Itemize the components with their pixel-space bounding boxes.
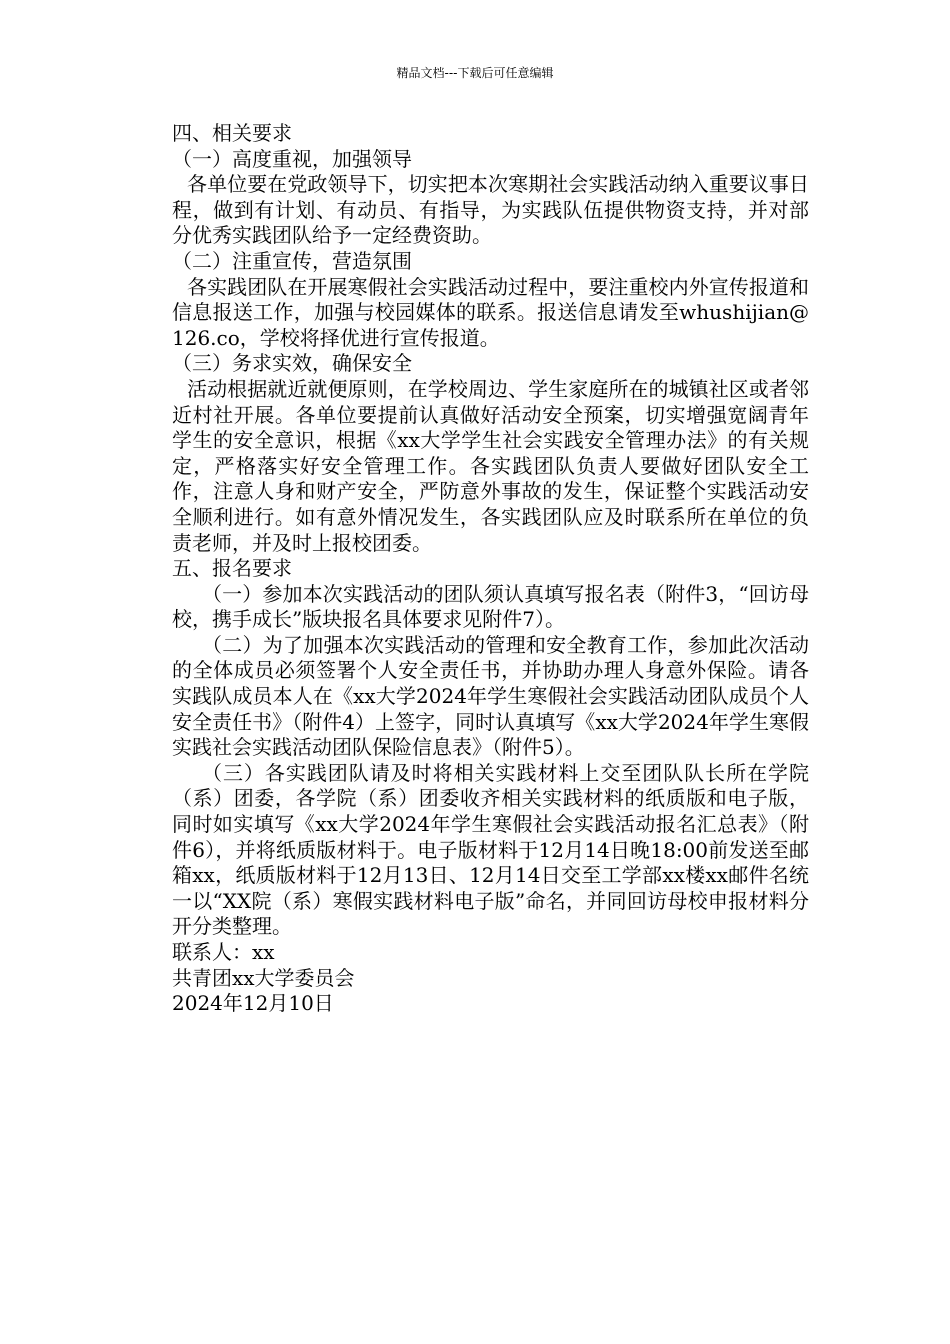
requirement-1: （一）参加本次实践活动的团队须认真填写报名表（附件3，“回访母校，携手成长”版块报名具体要求见附件7）。 xyxy=(172,581,809,632)
section-4-title: 四、相关要求 xyxy=(172,121,292,145)
section-5-title: 五、报名要求 xyxy=(172,556,292,581)
requirement-2: （二）为了加强本次实践活动的管理和安全教育工作，参加此次活动的全体成员必须签署个人安全责任书，并协助办理人身意外保险。请各实践队成员本人在《xx大学2024年学生寒假社会实践活动团队成员个人安全责任书》（附件4）上签字，同时认真填写《xx大学2024年学生寒假实践社会实践活动团队保险信息表》（附件5）。 xyxy=(172,632,809,760)
subsection-2-title: （二）注重宣传，营造氛围 xyxy=(172,248,412,273)
page-header: 精品文档---下载后可任意编辑 xyxy=(396,66,554,80)
subsection-2-text: 各实践团队在开展寒假社会实践活动过程中，要注重校内外宣传报道和信息报送工作，加强与校园媒体的联系。报送信息请发至whushijian@126.co，学校将择优进行宣传报道。 xyxy=(172,274,809,350)
subsection-1-title: （一）高度重视，加强领导 xyxy=(172,146,412,171)
document-body xyxy=(172,121,809,1017)
contact-person: 联系人：xx xyxy=(172,940,275,964)
issuing-organization: 共青团xx大学委员会 xyxy=(172,965,355,990)
subsection-3-text: 活动根据就近就便原则，在学校周边、学生家庭所在的城镇社区或者邻近村社开展。各单位要提前认真做好活动安全预案，切实增强宽阔青年学生的安全意识，根据《xx大学学生社会实践安全管理办法》的有关规定，严格落实好安全管理工作。各实践团队负责人要做好团队安全工作，注意人身和财产安全，严防意外事故的发生，保证整个实践活动安全顺利进行。如有意外情况发生，各实践团队应及时联系所在单位的负责老师，并及时上报校团委。 xyxy=(172,376,809,555)
requirement-3: （三）各实践团队请及时将相关实践材料上交至团队队长所在学院（系）团委，各学院（系）团委收齐相关实践材料的纸质版和电子版，同时如实填写《xx大学2024年学生寒假社会实践活动报名汇总表》（附件6），并将纸质版材料于。电子版材料于12月14日晚18:00前发送至邮箱xx，纸质版材料于12月13日、12月14日交至工学部xx楼xx邮件名统一以“XX院（系）寒假实践材料电子版”命名，并同回访母校申报材料分开分类整理。 xyxy=(172,760,809,939)
subsection-1-text: 各单位要在党政领导下，切实把本次寒期社会实践活动纳入重要议事日程，做到有计划、有动员、有指导，为实践队伍提供物资支持，并对部分优秀实践团队给予一定经费资助。 xyxy=(172,172,809,248)
subsection-3-title: （三）务求实效，确保安全 xyxy=(172,351,412,376)
issue-date: 2024年12月10日 xyxy=(172,991,334,1016)
